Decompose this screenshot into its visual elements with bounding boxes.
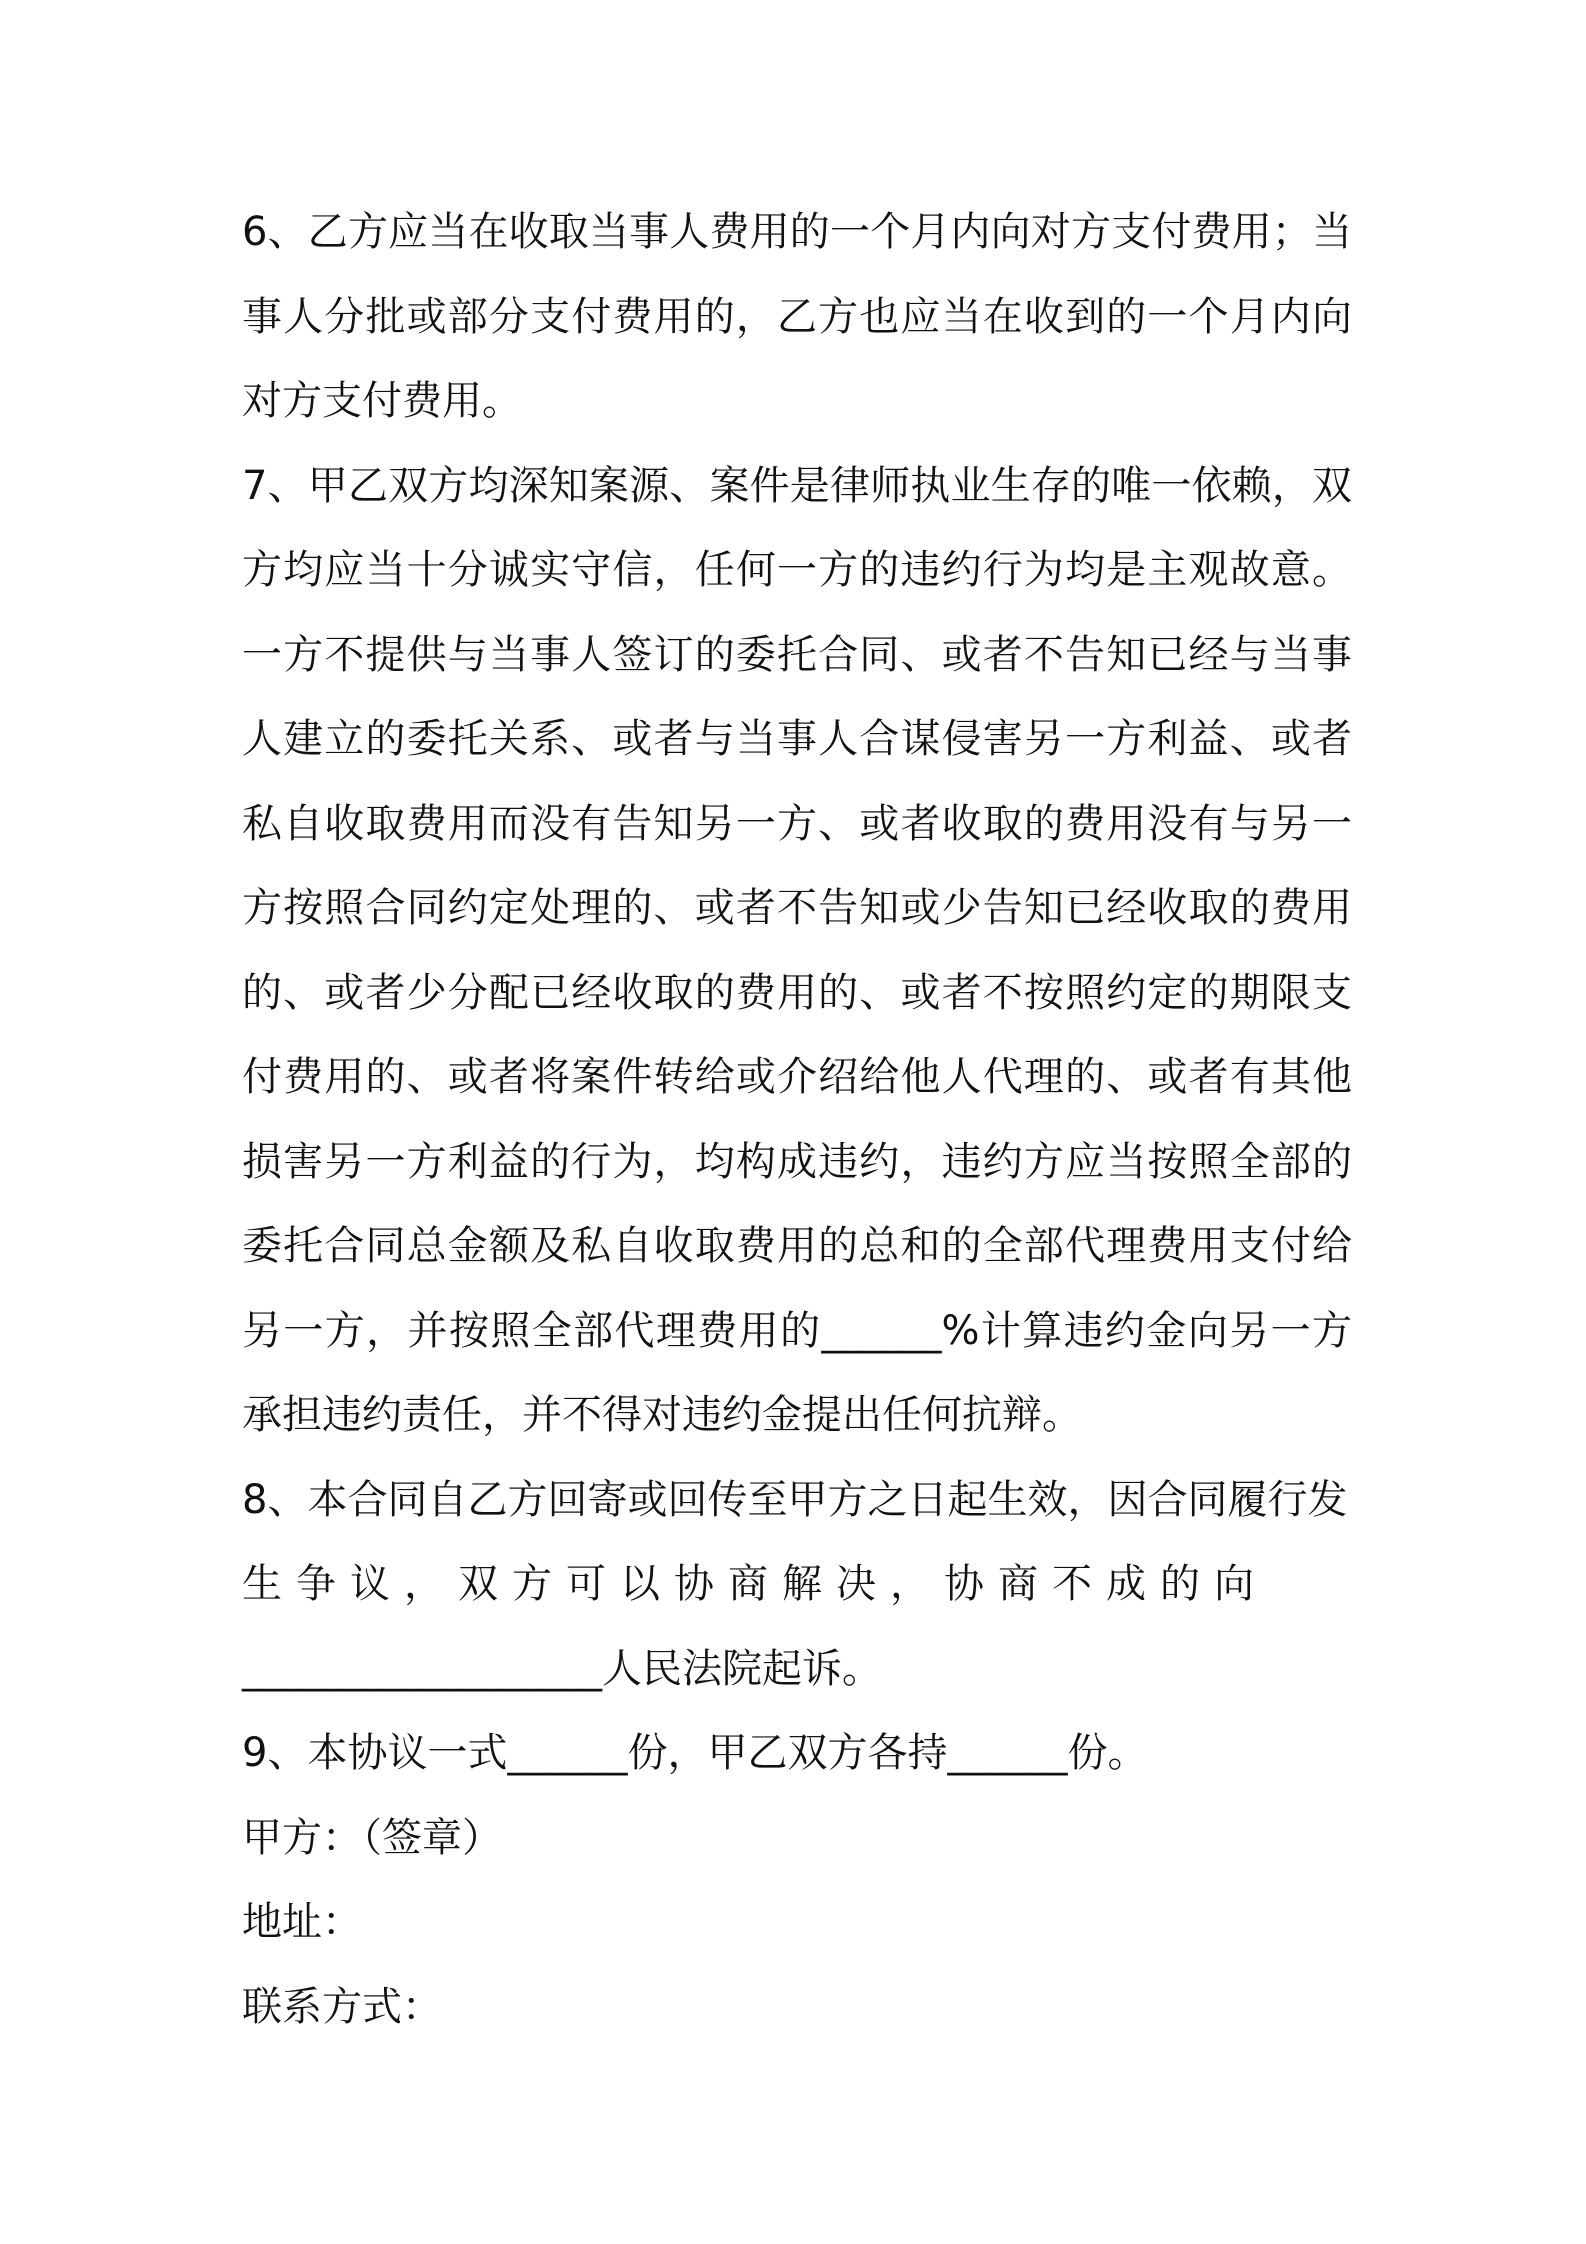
clause-9: 9、本协议一式______份，甲乙双方各持______份。 [242,1730,1148,1776]
contact-label: 联系方式： [242,1983,442,2030]
clause-8 [242,1458,1352,1712]
clause-6: 6、乙方应当在收取当事人费用的一个月内向对方支付费用；当事人分批或部分支付费用的，乙方也应当在收到的一个月内向对方支付费用。 [242,209,1352,424]
clause-8-line-1: 8、本合同自乙方回寄或回传至甲方之日起生效，因合同履行发 [242,1476,1348,1523]
clause-7: 7、甲乙双方均深知案源、案件是律师执业生存的唯一依赖，双方均应当十分诚实守信，任何一方的违约行为均是主观故意。一方不提供与当事人签订的委托合同、或者不告知已经与当事人建立的委托关系、或者与当事人合谋侵害另一方利益、或者私自收取费用而没有告知另一方、或者收取的费用没有与另一方按照合同约定处理的、或者不告知或少告知已经收取的费用的、或者少分配已经收取的费用的、或者不按照约定的期限支付费用的、或者将案件转给或介绍给他人代理的、或者有其他损害另一方利益的行为，均构成违约，违约方应当按照全部的委托合同总金额及私自收取费用的总和的全部代理费用支付给另一方，并按照全部代理费用的______%计算违约金向另一方承担违约责任，并不得对违约金提出任何抗辩。 [242,462,1352,1438]
address-label: 地址： [242,1899,362,1945]
party-a-signature: 甲方：（签章） [242,1814,502,1861]
clause-8-line-3: __________________人民法院起诉。 [242,1645,882,1692]
document-body [242,190,1352,2049]
clause-8-line-2: 生争议，双方可以协商解决，协商不成的向 [242,1561,1268,1607]
